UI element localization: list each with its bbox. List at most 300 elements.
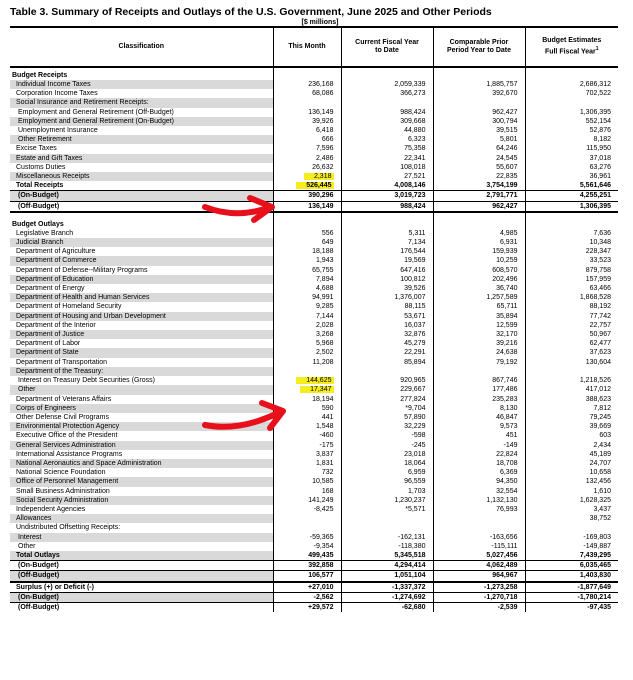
cell-prior <box>433 117 525 126</box>
header-budget-label: Budget Estimates Full Fiscal Year <box>542 37 602 56</box>
cell-prior <box>433 154 525 163</box>
cell-value: 45,189 <box>589 450 611 458</box>
cell-value: 32,229 <box>404 423 426 431</box>
cell-budget <box>525 367 618 376</box>
cell-value: 2,502 <box>315 349 334 357</box>
cell-value: 666 <box>321 136 334 144</box>
cell-month <box>273 441 341 450</box>
cell-current <box>341 523 433 532</box>
cell-budget <box>525 431 618 440</box>
cell-prior <box>433 450 525 459</box>
cell-prior <box>433 302 525 311</box>
cell-value: 79,245 <box>589 413 611 421</box>
cell-current <box>341 385 433 394</box>
cell-prior <box>433 505 525 514</box>
row-label: Customs Duties <box>16 163 66 171</box>
table-row <box>10 217 618 229</box>
row-label: Total Receipts <box>10 181 273 191</box>
cell-value: 451 <box>505 432 518 440</box>
cell-budget <box>525 582 618 593</box>
cell-budget <box>525 126 618 135</box>
cell-value: 6,931 <box>499 239 518 247</box>
cell-value: 2,318 <box>304 173 334 180</box>
cell-prior <box>433 348 525 357</box>
table-row <box>10 450 618 459</box>
cell-current <box>341 256 433 265</box>
cell-value: -149,887 <box>583 542 611 550</box>
cell-budget <box>525 117 618 126</box>
cell-current <box>341 431 433 440</box>
table-row <box>10 284 618 293</box>
cell-budget <box>525 505 618 514</box>
cell-current <box>341 89 433 98</box>
cell-budget <box>525 339 618 348</box>
cell-value: 44,880 <box>404 127 426 135</box>
cell-month <box>273 217 341 229</box>
cell-prior <box>433 181 525 191</box>
cell-value: -1,877,649 <box>577 583 611 591</box>
cell-budget <box>525 154 618 163</box>
cell-value: 1,628,325 <box>579 496 611 504</box>
cell-value: 8,182 <box>593 136 611 144</box>
cell-value: 24,545 <box>496 154 518 162</box>
cell-budget <box>525 144 618 153</box>
table-row <box>10 266 618 275</box>
table-row <box>10 98 618 107</box>
cell-value: 39,669 <box>589 423 611 431</box>
cell-budget <box>525 238 618 247</box>
cell-value: 649 <box>321 239 334 247</box>
cell-month <box>273 144 341 153</box>
cell-month <box>273 367 341 376</box>
cell-value: 1,257,589 <box>486 294 518 302</box>
cell-month <box>273 348 341 357</box>
row-label: Interest on Treasury Debt Securities (Gross) <box>18 377 155 385</box>
cell-budget <box>525 330 618 339</box>
row-label: Department of Homeland Security <box>16 303 122 311</box>
table-row <box>10 89 618 98</box>
cell-value: 2,791,771 <box>486 192 518 200</box>
cell-value: 136,149 <box>308 202 334 210</box>
cell-value: 159,939 <box>492 248 518 256</box>
cell-month <box>273 67 341 80</box>
cell-value: 5,801 <box>499 136 518 144</box>
cell-current <box>341 367 433 376</box>
cell-value: 68,086 <box>312 90 334 98</box>
cell-value: 2,434 <box>593 441 611 449</box>
cell-budget <box>525 67 618 80</box>
cell-budget <box>525 542 618 551</box>
cell-value: 6,369 <box>499 469 518 477</box>
cell-budget <box>525 266 618 275</box>
cell-value: 18,708 <box>496 459 518 467</box>
cell-month <box>273 413 341 422</box>
cell-prior <box>433 321 525 330</box>
row-label: (Off-Budget) <box>18 603 60 611</box>
cell-value: -62,680 <box>401 603 426 611</box>
cell-prior <box>433 293 525 302</box>
cell-value: 63,276 <box>589 163 611 171</box>
cell-month <box>273 247 341 256</box>
table-row <box>10 551 618 561</box>
cell-budget <box>525 422 618 431</box>
cell-prior <box>433 135 525 144</box>
row-label: Department of Health and Human Services <box>10 293 273 302</box>
cell-month <box>273 514 341 523</box>
cell-current <box>341 275 433 284</box>
cell-value: 920,965 <box>400 377 426 385</box>
cell-value: 18,064 <box>404 459 426 467</box>
cell-budget <box>525 217 618 229</box>
cell-month <box>273 592 341 602</box>
cell-month <box>273 172 341 181</box>
cell-current <box>341 487 433 496</box>
cell-value: -169,803 <box>583 533 611 541</box>
cell-prior <box>433 266 525 275</box>
cell-value: *5,571 <box>405 505 426 513</box>
cell-current <box>341 330 433 339</box>
cell-budget <box>525 275 618 284</box>
cell-month <box>273 108 341 117</box>
cell-month <box>273 163 341 172</box>
cell-value: 964,967 <box>492 572 518 580</box>
cell-month <box>273 431 341 440</box>
cell-value: 16,037 <box>404 321 426 329</box>
units-label: [$ millions] <box>301 19 339 26</box>
cell-current <box>341 201 433 212</box>
cell-value: 10,658 <box>589 469 611 477</box>
cell-prior <box>433 67 525 80</box>
cell-value: 1,306,395 <box>579 108 611 116</box>
cell-value: *9,704 <box>405 404 426 412</box>
cell-budget <box>525 496 618 505</box>
cell-prior <box>433 561 525 571</box>
table-row <box>10 582 618 593</box>
cell-value: 79,192 <box>496 358 518 366</box>
cell-month <box>273 505 341 514</box>
table-row <box>10 477 618 486</box>
cell-prior <box>433 217 525 229</box>
cell-value: 65,711 <box>496 303 518 311</box>
row-label: Estate and Gift Taxes <box>10 154 273 163</box>
cell-month <box>273 395 341 404</box>
cell-prior <box>433 431 525 440</box>
cell-value: 37,018 <box>589 154 611 162</box>
cell-current <box>341 376 433 385</box>
cell-prior <box>433 523 525 532</box>
row-label: Employment and General Retirement (On-Budget) <box>10 117 273 126</box>
cell-current <box>341 395 433 404</box>
cell-current <box>341 496 433 505</box>
cell-value: 106,577 <box>308 572 334 580</box>
cell-current <box>341 551 433 561</box>
cell-budget <box>525 514 618 523</box>
cell-value: 50,967 <box>589 331 611 339</box>
table-row <box>10 358 618 367</box>
table-row <box>10 293 618 302</box>
table-row <box>10 172 618 181</box>
row-label: (Off-Budget) <box>10 571 273 582</box>
row-label: (On-Budget) <box>10 561 273 571</box>
cell-value: 3,837 <box>315 450 334 458</box>
cell-prior <box>433 108 525 117</box>
cell-current <box>341 67 433 80</box>
receipts-outlays-table <box>10 26 618 612</box>
header-prior: Comparable Prior Period Year to Date <box>433 27 525 67</box>
cell-value: 177,486 <box>492 386 518 394</box>
cell-value: -1,274,692 <box>392 593 426 601</box>
cell-value: 309,668 <box>400 117 426 125</box>
cell-prior <box>433 89 525 98</box>
cell-value: 35,894 <box>496 312 518 320</box>
cell-prior <box>433 404 525 413</box>
row-label: National Aeronautics and Space Administration <box>10 459 273 468</box>
cell-value: 7,134 <box>407 239 426 247</box>
table-row <box>10 468 618 477</box>
row-label: Excise Taxes <box>16 145 57 153</box>
cell-value: 1,403,830 <box>579 572 611 580</box>
row-label: (Off-Budget) <box>10 201 273 212</box>
cell-prior <box>433 247 525 256</box>
cell-value: -59,365 <box>309 533 334 541</box>
cell-value: 1,885,757 <box>486 81 518 88</box>
cell-value: -118,380 <box>398 542 426 550</box>
cell-value: 392,858 <box>308 562 334 570</box>
cell-budget <box>525 293 618 302</box>
table-row <box>10 191 618 201</box>
cell-value: 22,291 <box>404 349 426 357</box>
cell-value: 85,894 <box>404 358 426 366</box>
table-row <box>10 413 618 422</box>
cell-current <box>341 339 433 348</box>
cell-value: 17,347 <box>300 386 333 393</box>
row-label: Executive Office of the President <box>16 432 118 440</box>
cell-month <box>273 135 341 144</box>
row-label: Independent Agencies <box>16 505 86 513</box>
cell-value: 53,671 <box>404 312 426 320</box>
row-label: Social Security Administration <box>10 496 273 505</box>
cell-month <box>273 89 341 98</box>
cell-value: 5,968 <box>315 340 334 348</box>
cell-value: 7,144 <box>315 312 334 320</box>
cell-value: 75,358 <box>404 145 426 153</box>
cell-value: 7,894 <box>315 275 334 283</box>
cell-value: 88,115 <box>404 303 426 311</box>
cell-current <box>341 422 433 431</box>
cell-budget <box>525 302 618 311</box>
cell-value: -1,270,718 <box>484 593 518 601</box>
cell-budget <box>525 321 618 330</box>
cell-value: 603 <box>599 432 611 440</box>
table-row <box>10 108 618 117</box>
cell-prior <box>433 126 525 135</box>
cell-value: -2,562 <box>313 593 334 601</box>
cell-value: 702,522 <box>585 90 611 98</box>
cell-current <box>341 514 433 523</box>
cell-value: 10,259 <box>496 257 518 265</box>
cell-value: 236,168 <box>308 81 334 88</box>
cell-value: 18,194 <box>312 395 334 403</box>
cell-budget <box>525 533 618 542</box>
cell-month <box>273 80 341 89</box>
row-label: Social Insurance and Retirement Receipts: <box>10 98 273 107</box>
cell-value: 9,285 <box>315 303 334 311</box>
table-row <box>10 154 618 163</box>
table-row <box>10 181 618 191</box>
cell-month <box>273 312 341 321</box>
cell-value: 5,311 <box>408 229 426 237</box>
row-label: Budget Receipts <box>12 71 68 79</box>
cell-current <box>341 154 433 163</box>
cell-value: -175 <box>319 441 334 449</box>
cell-value: 7,812 <box>593 404 611 412</box>
cell-month <box>273 358 341 367</box>
table-row <box>10 201 618 212</box>
cell-current <box>341 441 433 450</box>
cell-value: 590 <box>321 404 334 412</box>
cell-prior <box>433 172 525 181</box>
cell-month <box>273 98 341 107</box>
cell-current <box>341 450 433 459</box>
cell-prior <box>433 275 525 284</box>
cell-value: -1,337,372 <box>392 583 426 591</box>
cell-current <box>341 191 433 201</box>
cell-value: 52,876 <box>589 127 611 135</box>
cell-budget <box>525 468 618 477</box>
cell-prior <box>433 339 525 348</box>
cell-prior <box>433 514 525 523</box>
cell-value: 3,268 <box>315 331 334 339</box>
cell-value: 6,418 <box>315 127 334 135</box>
cell-current <box>341 602 433 612</box>
cell-value: 22,835 <box>496 173 518 181</box>
cell-value: 300,794 <box>492 117 518 125</box>
cell-value: 37,623 <box>589 349 611 357</box>
table-row <box>10 135 618 144</box>
cell-value: 4,008,146 <box>394 182 426 190</box>
cell-month <box>273 302 341 311</box>
cell-month <box>273 385 341 394</box>
cell-current <box>341 80 433 89</box>
cell-prior <box>433 367 525 376</box>
cell-current <box>341 266 433 275</box>
cell-month <box>273 339 341 348</box>
cell-month <box>273 266 341 275</box>
cell-prior <box>433 533 525 542</box>
cell-value: 1,610 <box>593 487 611 495</box>
cell-current <box>341 459 433 468</box>
cell-value: 10,585 <box>312 478 334 486</box>
cell-value: -9,354 <box>313 542 334 550</box>
table-row <box>10 431 618 440</box>
cell-month <box>273 238 341 247</box>
cell-value: 24,638 <box>496 349 518 357</box>
cell-value: -245 <box>411 441 426 449</box>
cell-value: 441 <box>321 413 334 421</box>
cell-prior <box>433 477 525 486</box>
cell-value: -115,111 <box>491 542 518 550</box>
cell-value: 388,623 <box>585 395 611 403</box>
table-row <box>10 126 618 135</box>
cell-month <box>273 450 341 459</box>
cell-prior <box>433 571 525 582</box>
cell-prior <box>433 191 525 201</box>
table-row <box>10 367 618 376</box>
cell-prior <box>433 592 525 602</box>
cell-value: 5,027,456 <box>486 551 518 559</box>
cell-current <box>341 413 433 422</box>
cell-value: 57,890 <box>404 413 426 421</box>
cell-prior <box>433 312 525 321</box>
cell-value: 7,596 <box>315 145 334 153</box>
cell-prior <box>433 413 525 422</box>
cell-prior <box>433 459 525 468</box>
cell-prior <box>433 395 525 404</box>
cell-budget <box>525 592 618 602</box>
table-row <box>10 395 618 404</box>
cell-value: 46,847 <box>496 413 518 421</box>
cell-budget <box>525 561 618 571</box>
cell-value: 4,688 <box>315 285 334 293</box>
cell-prior <box>433 487 525 496</box>
cell-value: 228,347 <box>585 248 611 256</box>
table-row <box>10 275 618 284</box>
row-label: Department of Education <box>10 275 273 284</box>
cell-value: 39,515 <box>496 127 518 135</box>
cell-value: -8,425 <box>313 505 334 513</box>
cell-current <box>341 108 433 117</box>
cell-month <box>273 602 341 612</box>
cell-current <box>341 561 433 571</box>
cell-budget <box>525 247 618 256</box>
cell-prior <box>433 358 525 367</box>
table-row <box>10 459 618 468</box>
table-row <box>10 441 618 450</box>
cell-month <box>273 487 341 496</box>
cell-value: 65,755 <box>312 266 334 274</box>
row-label: Surplus (+) or Deficit (-) <box>10 582 273 593</box>
row-label: Judicial Branch <box>10 238 273 247</box>
table-row <box>10 487 618 496</box>
cell-current <box>341 247 433 256</box>
row-label: Office of Personnel Management <box>10 477 273 486</box>
cell-budget <box>525 135 618 144</box>
cell-value: 39,526 <box>404 285 426 293</box>
cell-month <box>273 321 341 330</box>
cell-value: 39,926 <box>312 117 334 125</box>
cell-prior <box>433 551 525 561</box>
cell-current <box>341 293 433 302</box>
cell-value: +27,010 <box>308 583 334 591</box>
cell-budget <box>525 571 618 582</box>
cell-current <box>341 468 433 477</box>
table-row <box>10 533 618 542</box>
cell-value: 5,345,518 <box>394 551 426 559</box>
cell-budget <box>525 551 618 561</box>
cell-month <box>273 404 341 413</box>
cell-prior <box>433 602 525 612</box>
cell-current <box>341 172 433 181</box>
table-row <box>10 376 618 385</box>
row-label: Total Outlays <box>10 551 273 561</box>
cell-current <box>341 542 433 551</box>
cell-budget <box>525 459 618 468</box>
cell-value: 1,868,528 <box>579 294 611 302</box>
table-row <box>10 256 618 265</box>
table-row <box>10 144 618 153</box>
cell-budget <box>525 229 618 238</box>
cell-budget <box>525 358 618 367</box>
